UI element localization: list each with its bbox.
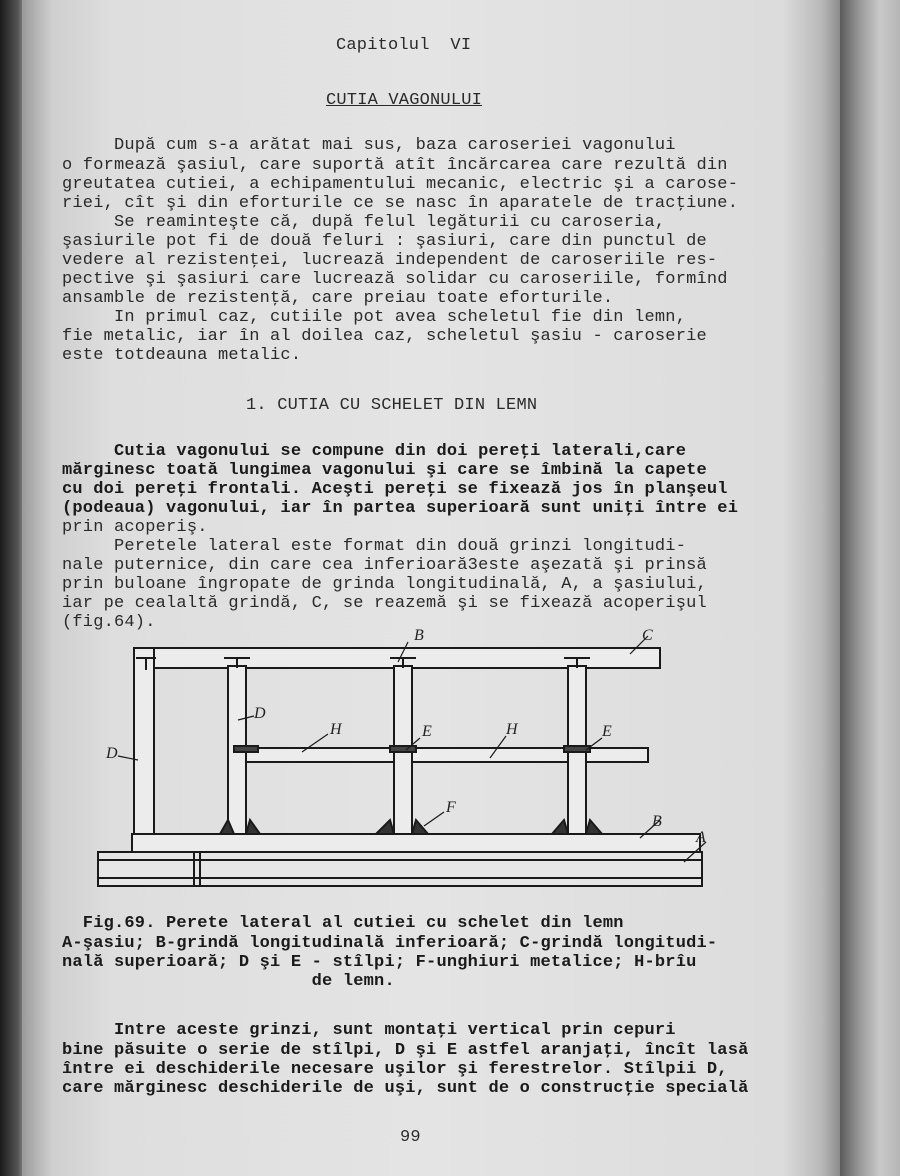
text-line: bine păsuite o serie de stîlpi, D şi E astfel aranjaţi, încît lasă [62,1041,749,1060]
text-line: o formează şasiul, care suportă atît încărcarea care rezultă din [62,156,728,175]
text-line: (podeaua) vagonului, iar în partea superioară sunt uniţi între ei [62,499,739,518]
label-d: D [254,705,266,722]
chassis-a [98,852,702,886]
figure-caption-line: nală superioară; D şi E - stîlpi; F-unghiuri metalice; H-brîu [62,953,697,972]
label-e-right: E [602,723,612,740]
figure-caption-line: Fig.69. Perete lateral al cutiei cu schelet din lemn [62,914,624,933]
label-h-left: H [330,721,342,738]
text-line: După cum s-a arătat mai sus, baza caroseriei vagonului [62,136,676,155]
figure-caption-line: de lemn. [62,972,395,991]
text-line: şasiurile pot fi de două feluri : şasiuri, care din punctul de [62,232,707,251]
text-line: mărginesc toată lungimea vagonului şi care se îmbină la capete [62,461,707,480]
text-line: prin acoperiş. [62,518,208,537]
text-line: nale puternice, din care cea inferioară3este aşezată şi prinsă [62,556,707,575]
page-edge [840,0,900,1176]
label-c: C [642,627,653,644]
label-f: F [446,799,456,816]
page-title: CUTIA VAGONULUI [326,91,483,110]
figure-69-drawing [90,620,710,900]
lower-beam-b [132,834,700,852]
text-line: iar pe cealaltă grindă, C, se reazemă şi se fixează acoperişul [62,594,707,613]
text-line: vedere al rezistenţei, lucrează independent de caroseriile res- [62,251,718,270]
book-binding [0,0,22,1176]
text-line: Peretele lateral este format din două grinzi longitudi- [62,537,687,556]
text-line: Se reaminteşte că, după felul legăturii cu caroseria, [62,213,666,232]
text-line: pective şi şasiuri care lucrează solidar cu caroseriile, formînd [62,270,728,289]
text-line: riei, cît şi din eforturile ce se nasc în aparatele de tracţiune. [62,194,739,213]
label-b-lower: B [652,813,662,830]
section-title: 1. CUTIA CU SCHELET DIN LEMN [246,396,538,415]
text-line: In primul caz, cutiile pot avea scheletul fie din lemn, [62,308,687,327]
text-line: cu doi pereţi frontali. Aceşti pereţi se fixează jos în planşeul [62,480,728,499]
text-line: ansamble de rezistenţă, care preiau toate eforturile. [62,289,614,308]
text-line: fie metalic, iar în al doilea caz, scheletul şasiu - caroserie [62,327,707,346]
label-a: A [696,829,706,846]
text-line: greutatea cutiei, a echipamentului mecanic, electric şi a carose- [62,175,739,194]
label-h-right: H [506,721,518,738]
figure-caption-line: A-şasiu; B-grindă longitudinală inferioară; C-grindă longitudi- [62,934,718,953]
text-line: este totdeauna metalic. [62,346,302,365]
page-number: 99 [400,1128,421,1147]
text-line: prin buloane îngropate de grinda longitudinală, A, a şasiului, [62,575,707,594]
label-e-left: E [422,723,432,740]
text-line: între ei deschiderile necesare uşilor şi ferestrelor. Stîlpii D, [62,1060,728,1079]
label-b: B [414,627,424,644]
text-line: (fig.64). [62,613,156,632]
text-line: Intre aceste grinzi, sunt montaţi vertical prin cepuri [62,1021,676,1040]
text-line: care mărginesc deschiderile de uşi, sunt de o construcţie specială [62,1079,749,1098]
end-post-d [134,648,154,834]
text-line: Cutia vagonului se compune din doi pereţi laterali,care [62,442,687,461]
side-wall-diagram [90,620,710,900]
label-d-left: D [106,745,118,762]
chapter-heading: Capitolul VI [336,36,472,55]
